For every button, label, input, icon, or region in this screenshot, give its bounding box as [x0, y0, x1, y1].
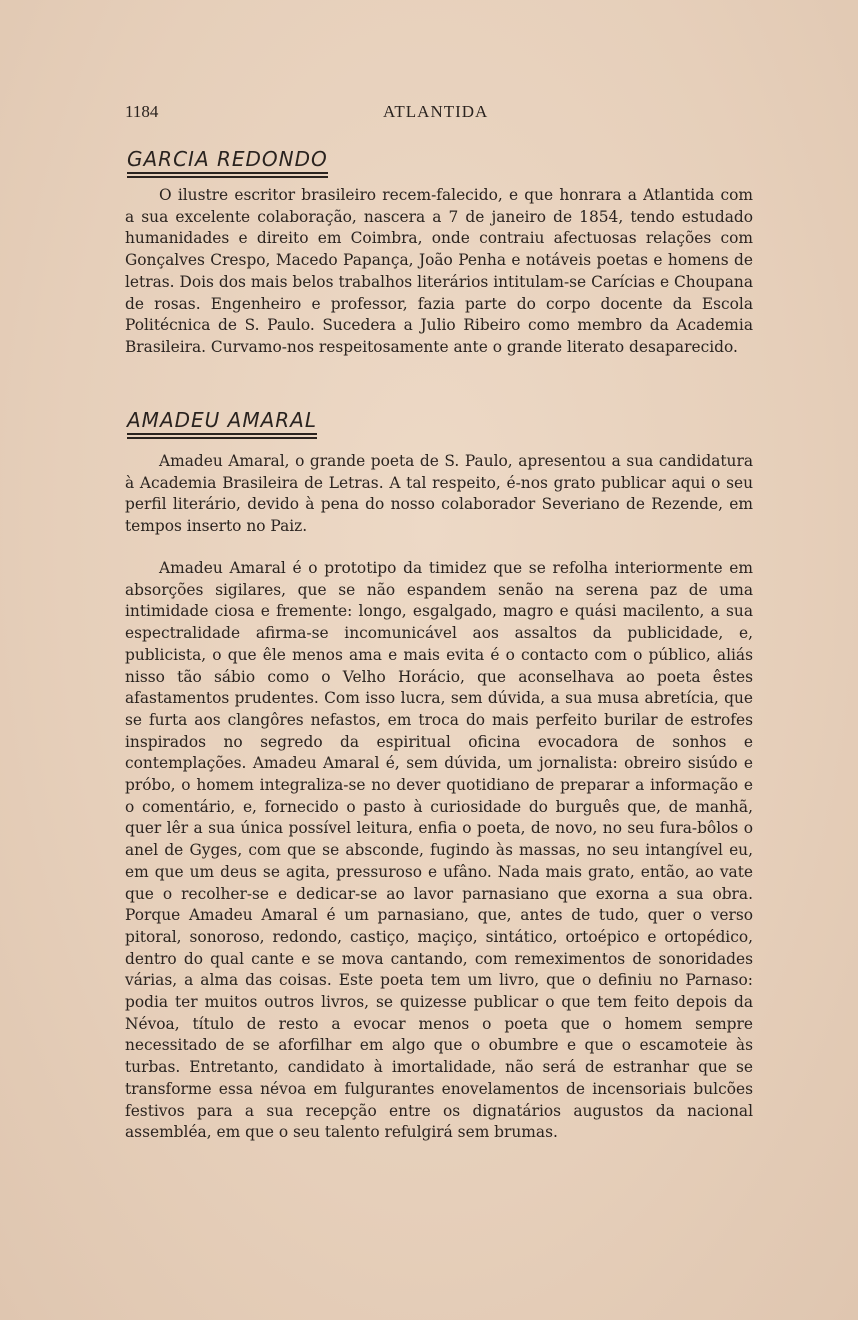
section-title-amadeu-amaral: AMADEU AMARAL: [127, 408, 317, 435]
running-head: [125, 102, 753, 126]
journal-title: ATLANTIDA: [383, 102, 489, 121]
paragraph-garcia-redondo: O ilustre escritor brasileiro recem-falecido, e que honrara a Atlantida com a sua excelente colaboração, nascera a 7 de janeiro de 1854, tendo estudado humanidades e direito em Coimbra, onde contraiu afectuosas relações com Gonçalves Crespo, Macedo Papança, João Penha e notáveis poetas e homens de letras. Dois dos mais belos trabalhos literários intitulam-se Carícias e Choupana de rosas. Engenheiro e professor, fazia parte do corpo docente da Escola Politécnica de S. Paulo. Sucedera a Julio Ribeiro como membro da Academia Brasileira. Curvamo-nos respeitosamente ante o grande literato desaparecido.: [125, 186, 753, 356]
paragraph-amadeu-profile: Amadeu Amaral é o prototipo da timidez que se refolha interiormente em absorções sigilares, que se não espandem senão na serena paz de uma intimidade ciosa e fremente: longo, esgalgado, magro e quási macilento, a sua espectralidade afirma-se incomunicável aos assaltos da publicidade, e, publicista, o que êle menos ama e mais evita é o contacto com o público, aliás nisso tão sábio como o Velho Horácio, que aconselhava ao poeta êstes afastamentos prudentes. Com isso lucra, sem dúvida, a sua musa abretícia, que se furta aos clangôres nefastos, em troca do mais perfeito burilar de estrofes inspirados no segredo da espiritual oficina evocadora de sonhos e contemplações. Amadeu Amaral é, sem dúvida, um jornalista: obreiro sisúdo e próbo, o homem integraliza-se no dever quotidiano de preparar a informação e o comentário, e, fornecido o pasto à curiosidade do burguês que, de manhã, quer lêr a sua única possível leitura, enfia o poeta, de novo, no seu fura-bôlos o anel de Gyges, com que se absconde, fugindo às massas, no seu intangível eu, em que um deus se agita, pressuroso e ufâno. Nada mais grato, então, ao vate que o recolher-se e dedicar-se ao lavor parnasiano que exorna a sua obra. Porque Amadeu Amaral é um parnasiano, que, antes de tudo, quer o verso pitoral, sonoroso, redondo, castiço, maçiço, sintático, ortoépico e ortopédico, dentro do qual cante e se mova cantando, com remeximentos de sonoridades várias, a alma das coisas. Este poeta tem um livro, que o definiu no Parnaso: podia ter muitos outros livros, se quizesse publicar o que tem feito depois da Névoa, título de resto a evocar menos o poeta que o homem sempre necessitado de se aforfilhar em algo que o obumbre e que o escamoteie às turbas. Entretanto, candidato à imortalidade, não será de estranhar que se transforme essa névoa em fulgurantes enovelamentos de incensoriais bulcões festivos para a sua recepção entre os dignatários augustos da nacional assembléa, em que o seu talento refulgirá sem brumas.: [125, 559, 753, 1142]
section-title-garcia-redondo: GARCIA REDONDO: [127, 147, 328, 174]
paragraph-amadeu-intro: Amadeu Amaral, o grande poeta de S. Paulo, apresentou a sua candidatura à Academia Brasileira de Letras. A tal respeito, é-nos grato publicar aqui o seu perfil literário, devido à pena do nosso colaborador Severiano de Rezende, em tempos inserto no Paiz.: [125, 452, 753, 536]
page-number: 1184: [125, 102, 159, 121]
